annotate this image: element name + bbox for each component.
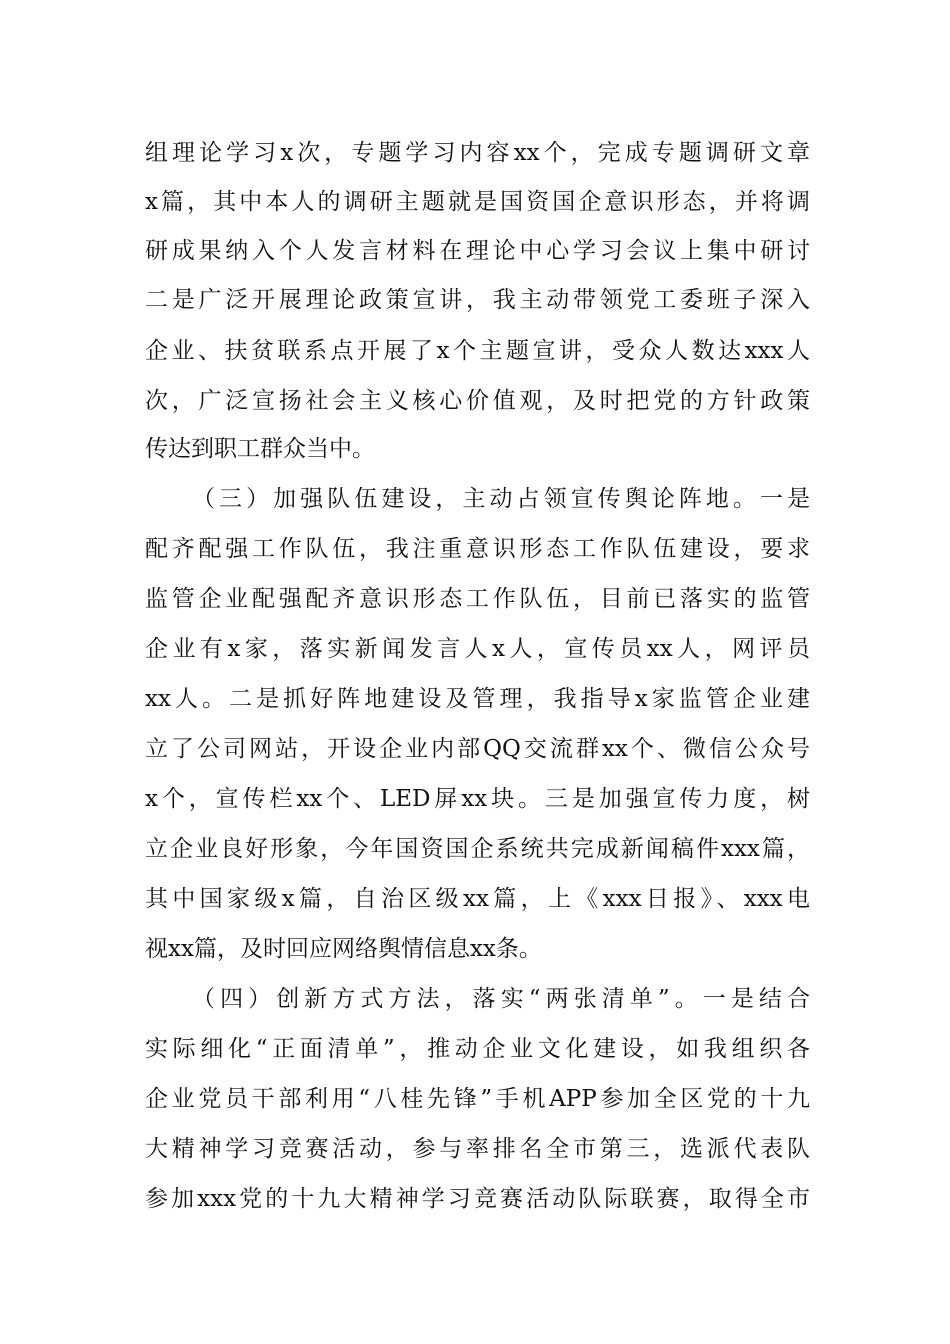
paragraph-line: 企业有x家，落实新闻发言人x人，宣传员xx人，网评员 xyxy=(145,636,810,662)
paragraph-line: xx人。二是抓好阵地建设及管理，我指导x家监管企业建 xyxy=(145,686,810,712)
paragraph-line: 实际细化“正面清单”，推动企业文化建设，如我组织各 xyxy=(145,1036,810,1062)
paragraph-line: 传达到职工群众当中。 xyxy=(145,436,375,462)
paragraph-line: 二是广泛开展理论政策宣讲，我主动带领党工委班子深入 xyxy=(145,287,810,313)
section-heading-line: （四）创新方式方法，落实“两张清单”。一是结合 xyxy=(192,986,810,1012)
paragraph-line: 监管企业配强配齐意识形态工作队伍，目前已落实的监管 xyxy=(145,586,810,612)
paragraph-line: 配齐配强工作队伍，我注重意识形态工作队伍建设，要求 xyxy=(145,536,810,562)
paragraph-line: x篇，其中本人的调研主题就是国资国企意识形态，并将调 xyxy=(145,189,810,215)
paragraph-line: 立企业良好形象，今年国资国企系统共完成新闻稿件xxx篇， xyxy=(145,836,810,862)
paragraph-line: 参加xxx党的十九大精神学习竞赛活动队际联赛，取得全市 xyxy=(145,1186,810,1212)
paragraph-line: 企业、扶贫联系点开展了x个主题宣讲，受众人数达xxx人 xyxy=(145,338,810,364)
paragraph-line: 次，广泛宣扬社会主义核心价值观，及时把党的方针政策 xyxy=(145,388,810,414)
paragraph-line: 大精神学习竞赛活动，参与率排名全市第三，选派代表队 xyxy=(145,1136,810,1162)
paragraph-line: 立了公司网站，开设企业内部QQ交流群xx个、微信公众号 xyxy=(145,736,810,762)
paragraph-line: x个，宣传栏xx个、LED屏xx块。三是加强宣传力度，树 xyxy=(145,786,810,812)
section-heading-line: （三）加强队伍建设，主动占领宣传舆论阵地。一是 xyxy=(192,486,810,512)
paragraph-line: 研成果纳入个人发言材料在理论中心学习会议上集中研讨 xyxy=(145,238,810,264)
paragraph-line: 组理论学习x次，专题学习内容xx个，完成专题调研文章 xyxy=(145,140,810,166)
paragraph-line: 视xx篇，及时回应网络舆情信息xx条。 xyxy=(145,936,542,962)
paragraph-line: 其中国家级x篇，自治区级xx篇，上《xxx日报》、xxx电 xyxy=(145,886,810,912)
paragraph-line: 企业党员干部利用“八桂先锋”手机APP参加全区党的十九 xyxy=(145,1086,810,1112)
